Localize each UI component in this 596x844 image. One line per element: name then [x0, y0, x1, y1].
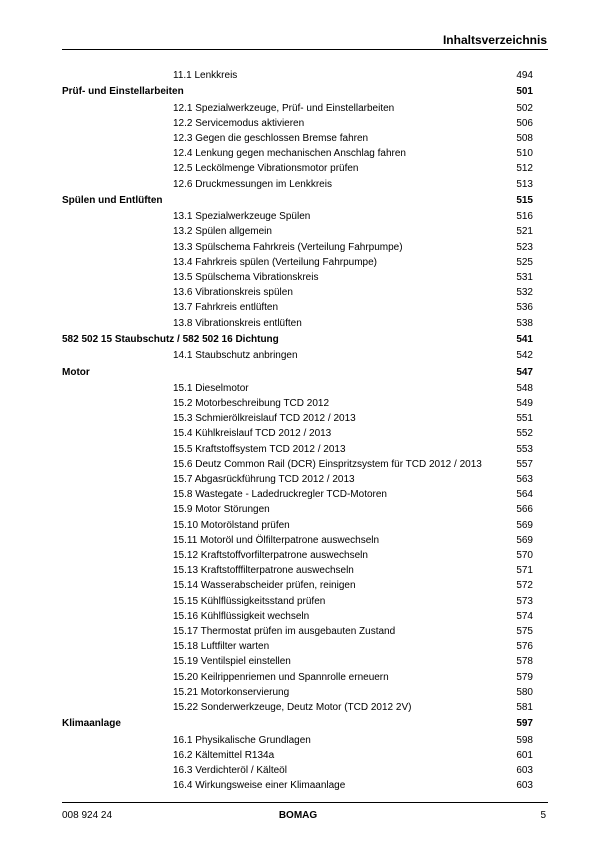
toc-page-number: 548: [516, 382, 533, 394]
toc-entry[interactable]: [0, 427, 596, 440]
toc-entry-title: 16.1 Physikalische Grundlagen: [173, 734, 311, 746]
toc-entry-title: 15.10 Motorölstand prüfen: [173, 519, 290, 531]
toc-entry[interactable]: [0, 271, 596, 284]
toc-page-number: 516: [516, 211, 533, 223]
toc-section[interactable]: [0, 717, 596, 730]
toc-entry-title: 12.5 Leckölmenge Vibrationsmotor prüfen: [173, 163, 359, 175]
document-number: 008 924 24: [62, 810, 113, 821]
toc-entry[interactable]: [0, 256, 596, 269]
header-title: Inhaltsverzeichnis: [442, 33, 547, 47]
toc-entry-title: 16.2 Kältemittel R134a: [173, 749, 275, 761]
toc-entry[interactable]: [0, 162, 596, 175]
brand-name: BOMAG: [278, 810, 318, 821]
toc-page-number: 549: [516, 398, 533, 409]
toc-entry-title: 15.7 Abgasrückführung TCD 2012 / 2013: [173, 474, 355, 485]
toc-page-number: 579: [516, 671, 533, 683]
toc-entry[interactable]: [0, 117, 596, 130]
toc-page-number: 575: [516, 626, 533, 637]
toc-entry-title: 15.16 Kühlflüssigkeit wechseln: [173, 610, 310, 622]
toc-page-number: 576: [516, 641, 533, 653]
toc-entry[interactable]: [0, 210, 596, 223]
toc-entry[interactable]: [0, 564, 596, 577]
toc-entry-title: 15.12 Kraftstoffvorfilterpatrone auswechseln: [173, 550, 368, 561]
toc-section-title: Spülen und Entlüften: [62, 194, 163, 206]
toc-page-number: 531: [516, 272, 533, 283]
toc-entry[interactable]: [0, 734, 596, 747]
toc-page-number: 564: [516, 489, 533, 501]
page-number: 5: [540, 810, 546, 821]
toc-entry-title: 15.11 Motoröl und Ölfilterpatrone auswechseln: [173, 534, 380, 546]
toc-page-number: 569: [516, 519, 533, 531]
toc-entry[interactable]: [0, 749, 596, 762]
toc-page-number: 506: [516, 117, 533, 129]
toc-page-number: 570: [516, 550, 533, 561]
toc-entry-title: 12.4 Lenkung gegen mechanischen Anschlag fahren: [173, 148, 406, 160]
toc-entry-title: 12.1 Spezialwerkzeuge, Prüf- und Einstellarbeiten: [173, 102, 395, 114]
toc-entry-title: 13.3 Spülschema Fahrkreis (Verteilung Fahrpumpe): [173, 241, 403, 253]
toc-entry[interactable]: [0, 610, 596, 623]
toc-page-number: 538: [516, 317, 533, 329]
toc-entry-title: 15.8 Wastegate - Ladedruckregler TCD-Motoren: [173, 489, 387, 501]
toc-entry-title: 16.3 Verdichteröl / Kälteöl: [173, 765, 287, 776]
toc-entry[interactable]: [0, 549, 596, 562]
toc-entry[interactable]: [0, 595, 596, 608]
toc-entry[interactable]: [0, 443, 596, 456]
toc-page-number: 512: [516, 163, 533, 175]
toc-entry-title: 15.22 Sonderwerkzeuge, Deutz Motor (TCD 2012 2V): [173, 702, 412, 713]
toc-entry[interactable]: [0, 579, 596, 592]
toc-entry-title: 11.1 Lenkkreis: [173, 70, 238, 81]
toc-page-number: 557: [516, 458, 533, 470]
toc-entry[interactable]: [0, 102, 596, 115]
toc-entry-title: 15.21 Motorkonservierung: [173, 686, 290, 698]
toc-page-number: 515: [516, 194, 533, 206]
toc-entry-title: 15.20 Keilrippenriemen und Spannrolle erneuern: [173, 671, 389, 683]
toc-section[interactable]: [0, 366, 596, 379]
toc-entry[interactable]: [0, 473, 596, 486]
toc-entry-title: 13.1 Spezialwerkzeuge Spülen: [173, 211, 311, 223]
toc-page-number: 508: [516, 133, 533, 144]
toc-page-number: 578: [516, 656, 533, 668]
toc-entry[interactable]: [0, 779, 596, 792]
toc-section-title: Klimaanlage: [62, 718, 121, 730]
toc-page-number: 494: [516, 70, 533, 81]
footer-rule: [62, 802, 548, 803]
toc-entry-title: 15.17 Thermostat prüfen im ausgebauten Zustand: [173, 626, 396, 637]
toc-page-number: 523: [516, 241, 533, 253]
toc-entry-title: 12.2 Servicemodus aktivieren: [173, 117, 305, 129]
page-footer: [0, 809, 596, 823]
toc-section-title: Motor: [62, 366, 90, 378]
toc-entry[interactable]: [0, 397, 596, 410]
toc-entry[interactable]: [0, 225, 596, 238]
toc-entry-title: 15.2 Motorbeschreibung TCD 2012: [173, 398, 330, 409]
toc-page-number: 601: [516, 749, 533, 761]
toc-entry-title: 15.5 Kraftstoffsystem TCD 2012 / 2013: [173, 443, 346, 455]
toc-entry-title: 15.6 Deutz Common Rail (DCR) Einspritzsystem für TCD 2012 / 2013: [173, 458, 482, 470]
toc-entry[interactable]: [0, 625, 596, 638]
toc-entry[interactable]: [0, 640, 596, 653]
toc-section[interactable]: [0, 333, 596, 346]
toc-page-number: 566: [516, 504, 533, 516]
toc-page-number: 521: [516, 226, 533, 238]
toc-page-number: 502: [516, 102, 533, 114]
toc-page-number: 563: [516, 474, 533, 485]
toc-entry[interactable]: [0, 519, 596, 532]
toc-entry[interactable]: [0, 69, 596, 82]
toc-entry[interactable]: [0, 301, 596, 314]
toc-page-number: 501: [516, 86, 533, 98]
toc-entry[interactable]: [0, 488, 596, 501]
toc-page-number: 603: [516, 765, 533, 776]
toc-section-title: Prüf- und Einstellarbeiten: [62, 86, 184, 98]
toc-page-number: 525: [516, 256, 533, 268]
toc-entry[interactable]: [0, 701, 596, 714]
toc-entry-title: 15.1 Dieselmotor: [173, 382, 249, 394]
toc-page-number: 581: [516, 702, 533, 713]
toc-entry-title: 13.4 Fahrkreis spülen (Verteilung Fahrpumpe): [173, 256, 377, 268]
toc-entry[interactable]: [0, 382, 596, 395]
toc-entry[interactable]: [0, 349, 596, 362]
toc-page-number: 573: [516, 595, 533, 607]
toc-entry[interactable]: [0, 286, 596, 299]
toc-entry[interactable]: [0, 686, 596, 699]
toc-entry[interactable]: [0, 412, 596, 425]
toc-page-number: 574: [516, 610, 533, 622]
toc-entry-title: 15.14 Wasserabscheider prüfen, reinigen: [173, 580, 356, 592]
toc-section[interactable]: [0, 194, 596, 207]
toc-entry[interactable]: [0, 764, 596, 777]
toc-page-number: 569: [516, 534, 533, 546]
toc-page-number: 598: [516, 734, 533, 746]
toc-page-number: 532: [516, 287, 533, 299]
toc-page-number: 547: [516, 366, 533, 378]
toc-entry[interactable]: [0, 655, 596, 668]
toc-entry-title: 12.6 Druckmessungen im Lenkkreis: [173, 178, 332, 190]
toc-page-number: 597: [516, 718, 533, 730]
toc-entry-title: 14.1 Staubschutz anbringen: [173, 350, 298, 362]
toc-page-number: 542: [516, 350, 533, 362]
toc-entry-title: 12.3 Gegen die geschlossen Bremse fahren: [173, 133, 369, 144]
toc-entry-title: 15.3 Schmierölkreislauf TCD 2012 / 2013: [173, 413, 356, 425]
toc-entry[interactable]: [0, 241, 596, 254]
toc-page-number: 551: [516, 413, 533, 425]
toc-entry-title: 13.8 Vibrationskreis entlüften: [173, 317, 302, 329]
toc-entry-title: 15.13 Kraftstofffilterpatrone auswechseln: [173, 565, 354, 577]
toc-page-number: 513: [516, 178, 533, 190]
toc-entry-title: 15.9 Motor Störungen: [173, 504, 270, 516]
toc-entry-title: 13.5 Spülschema Vibrationskreis: [173, 272, 319, 283]
toc-entry[interactable]: [0, 147, 596, 160]
toc-entry-title: 13.2 Spülen allgemein: [173, 226, 272, 238]
toc-entry[interactable]: [0, 671, 596, 684]
toc-entry-title: 15.18 Luftfilter warten: [173, 641, 270, 653]
toc-entry[interactable]: [0, 458, 596, 471]
toc-section[interactable]: [0, 85, 596, 98]
toc-page-number: 510: [516, 148, 533, 160]
toc-section-title: 582 502 15 Staubschutz / 582 502 16 Dichtung: [62, 333, 279, 345]
toc-entry-title: 13.7 Fahrkreis entlüften: [173, 302, 279, 314]
toc-entry-title: 15.15 Kühlflüssigkeitsstand prüfen: [173, 595, 326, 607]
toc-page-number: 541: [516, 333, 533, 345]
toc-page-number: 553: [516, 443, 533, 455]
toc-entry-title: 13.6 Vibrationskreis spülen: [173, 287, 293, 299]
toc-entry[interactable]: [0, 534, 596, 547]
toc-entry[interactable]: [0, 503, 596, 516]
toc-entry-title: 15.4 Kühlkreislauf TCD 2012 / 2013: [173, 428, 332, 440]
toc-entry[interactable]: [0, 178, 596, 191]
toc-page-number: 580: [516, 686, 533, 698]
toc-page-number: 603: [516, 780, 533, 792]
toc-entry-title: 16.4 Wirkungsweise einer Klimaanlage: [173, 780, 346, 792]
toc-page-number: 571: [516, 565, 533, 577]
toc-entry-title: 15.19 Ventilspiel einstellen: [173, 656, 291, 668]
toc-page-number: 572: [516, 580, 533, 592]
toc-page-number: 552: [516, 428, 533, 440]
toc-entry[interactable]: [0, 317, 596, 330]
toc-entry[interactable]: [0, 132, 596, 145]
toc-page-number: 536: [516, 302, 533, 314]
